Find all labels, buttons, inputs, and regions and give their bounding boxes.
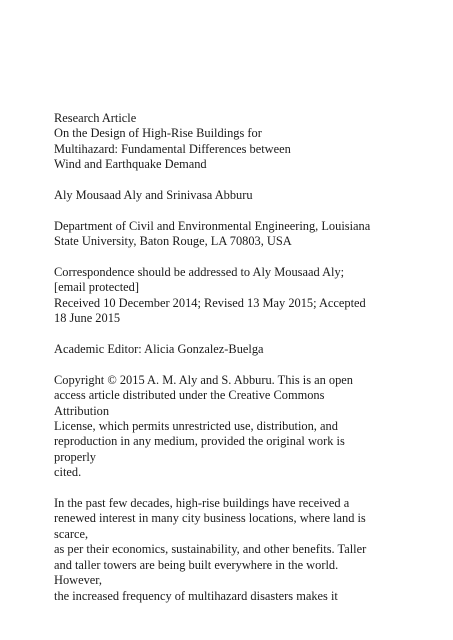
authors: Aly Mousaad Aly and Srinivasa Abburu <box>54 188 253 203</box>
received-dates-line: Received 10 December 2014; Revised 13 May 2015; Accepted <box>54 295 366 310</box>
title-line: Wind and Earthquake Demand <box>54 157 207 172</box>
copyright-line: Copyright © 2015 A. M. Aly and S. Abburu. This is an open <box>54 372 353 387</box>
paragraph-gap <box>54 250 449 265</box>
body-line: as per their economics, sustainability, and other benefits. Taller <box>54 542 367 557</box>
copyright-line: Attribution <box>54 403 110 418</box>
copyright-line: access article distributed under the Creative Commons <box>54 388 325 403</box>
body-line: and taller towers are being built everywhere in the world. <box>54 557 339 572</box>
affiliation-line: Department of Civil and Environmental Engineering, Louisiana <box>54 218 371 233</box>
copyright-line: cited. <box>54 465 82 480</box>
body-line: However, <box>54 573 103 588</box>
body-line: the increased frequency of multihazard disasters makes it <box>54 588 338 603</box>
document-text <box>54 111 449 604</box>
paragraph-gap <box>54 173 449 188</box>
title-line: Multihazard: Fundamental Differences between <box>54 141 291 156</box>
title-line: On the Design of High-Rise Buildings for <box>54 126 262 141</box>
body-line: scarce, <box>54 526 89 541</box>
correspondence-line: Correspondence should be addressed to Aly Mousaad Aly; <box>54 265 345 280</box>
copyright-line: properly <box>54 449 96 464</box>
copyright-line: reproduction in any medium, provided the original work is <box>54 434 345 449</box>
paragraph-gap <box>54 327 449 342</box>
body-line: In the past few decades, high-rise buildings have received a <box>54 496 350 511</box>
paragraph-gap <box>54 203 449 218</box>
copyright-line: License, which permits unrestricted use, distribution, and <box>54 419 338 434</box>
paragraph-gap <box>54 481 449 496</box>
received-dates-line: 18 June 2015 <box>54 311 121 326</box>
correspondence-email: [email protected] <box>54 280 139 295</box>
body-line: renewed interest in many city business locations, where land is <box>54 511 366 526</box>
article-type: Research Article <box>54 111 137 125</box>
paragraph-gap <box>54 357 449 372</box>
affiliation-line: State University, Baton Rouge, LA 70803, USA <box>54 234 292 249</box>
academic-editor: Academic Editor: Alicia Gonzalez-Buelga <box>54 342 264 357</box>
